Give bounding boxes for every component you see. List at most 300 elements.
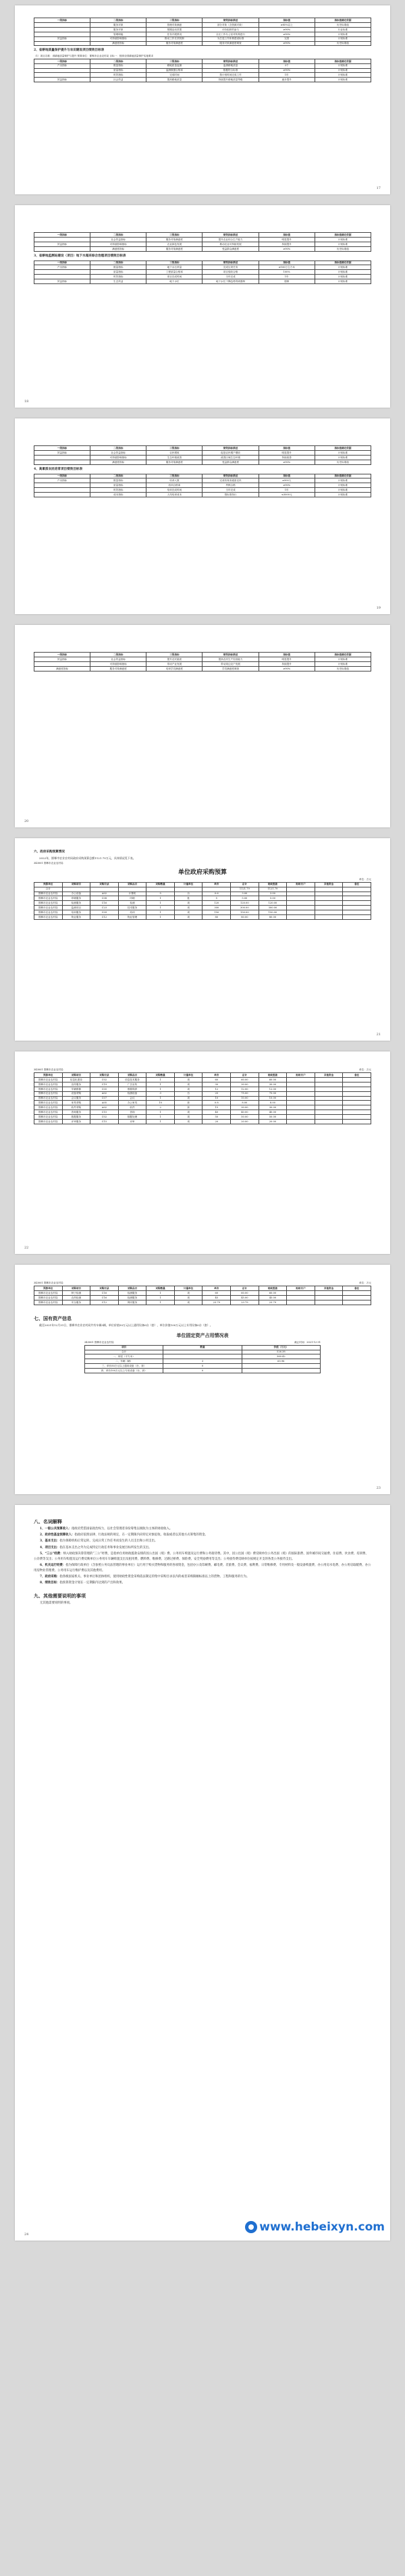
table-cell: 计算机 [118, 892, 146, 896]
table-cell [343, 906, 371, 910]
table-cell: 印刷服务 [62, 896, 90, 901]
table-cell: 30.00 [259, 1105, 287, 1110]
page-number: 18 [24, 400, 29, 404]
definitions-list [34, 1527, 371, 1586]
table-cell [315, 896, 343, 901]
table-cell: 培训服务 [62, 910, 90, 915]
column-header: 指标值 [259, 653, 315, 657]
table-cell: 时效指标 [90, 275, 146, 279]
table-cell: 45 [202, 1295, 231, 1300]
table-cell [202, 887, 231, 892]
table-cell: 15 [202, 1105, 231, 1110]
column-header: 采购目录 [90, 1286, 119, 1291]
definition-text: 指为保障行政单位（含参照公务员法管理的事业单位）运行用于购买货物和服务的各项资金，包括办公及印刷费、邮电费、差旅费、会议费、福利费、日常维修费、专用材料及一般设备购置费、办公用房水电费、办公用房取暖费、办公用房物业管理费、公务用车运行维护费以及其他费用。 [34, 1564, 371, 1573]
column-header: 一级指标 [34, 474, 90, 478]
column-header: 财政专户 [287, 882, 315, 887]
definition-item [34, 1574, 371, 1580]
table-cell: 8.00 [231, 1101, 259, 1105]
column-header: 总计 [231, 1073, 259, 1078]
table-cell: 10 [146, 1101, 175, 1105]
table-cell: C16 [90, 1295, 119, 1300]
table-cell: 可持续影响指标 [90, 36, 146, 41]
table-cell: 项 [174, 1300, 202, 1305]
table-cell: 办公家具 [118, 1101, 146, 1105]
table-cell [343, 1115, 371, 1120]
table-cell [287, 1110, 315, 1115]
table-cell: 保安服务 [118, 1300, 146, 1305]
table-row [34, 27, 371, 32]
table-cell [287, 1096, 315, 1101]
table-cell: 1 [146, 910, 175, 915]
page-number: 17 [376, 186, 381, 190]
definition-item [34, 1563, 371, 1574]
table-row [34, 483, 371, 488]
column-header: 总计 [231, 1286, 259, 1291]
performance-table-b [34, 59, 371, 83]
document-page-17 [15, 5, 390, 194]
table-cell: 为打造工作体系建设标准 [202, 36, 259, 41]
column-header: 指标值 [259, 474, 315, 478]
table-cell: 质量指标 [90, 270, 146, 275]
table-cell: 质量指标 [90, 483, 146, 488]
table-cell: 邯郸市农业农村局 [34, 1082, 63, 1087]
table-cell: 效益指标 [34, 242, 90, 246]
table-cell: 150.00 [259, 910, 287, 915]
definition-text: 指政府依照法律、行政法规的规定，在一定期限内向特定对象征收、收取或者以其他方式筹集的资金。 [74, 1533, 208, 1537]
table-cell: 30.00 [231, 1105, 259, 1110]
table-cell [34, 41, 90, 46]
table-cell: 监测耕地质量 [202, 63, 259, 68]
table-cell: 0 [163, 1364, 242, 1369]
column-header: 财政拨款 [259, 1073, 287, 1078]
table-cell [343, 1082, 371, 1087]
table-row [34, 460, 371, 464]
table-cell: 1 [146, 1300, 175, 1305]
table-cell: 1年 [259, 275, 315, 279]
table-title: 单位固定资产占用情况表 [176, 1332, 229, 1338]
table-cell [287, 906, 315, 910]
page-content [34, 1068, 371, 1124]
table-cell: 80.00 [259, 915, 287, 920]
table-cell: 满意度指标 [34, 666, 90, 671]
table-cell: A02 [90, 1091, 119, 1096]
table-row [34, 1290, 371, 1295]
table-cell [242, 1364, 320, 1369]
table-cell: 1 [146, 906, 175, 910]
table-cell: 3 [163, 1359, 242, 1364]
table-cell: 120 [202, 901, 231, 906]
table-cell [34, 483, 90, 488]
definition-text: 指各级国家机关、事业单位和团体组织，使用财政性资金采购依法制定的集中采购目录以内的或者采购限额标准以上的货物、工程和服务的行为。 [59, 1575, 250, 1579]
column-header: 绩效指标描述 [202, 653, 259, 657]
table-cell: 50.00 [231, 1115, 259, 1120]
column-header: 财政拨款 [259, 1286, 287, 1291]
column-header: 单价 [202, 1286, 231, 1291]
column-header: 三级指标 [146, 18, 202, 23]
table-cell: 任务开展情况 [146, 32, 202, 36]
table-cell: 12.00 [259, 1087, 287, 1091]
table-cell [34, 270, 90, 275]
table-cell: 数据服务 [62, 1115, 90, 1120]
definition-item [34, 1527, 371, 1532]
table-cell: 明显提升 [259, 657, 315, 661]
table-cell: 计划标准 [315, 73, 371, 78]
table-cell: 检测 [118, 901, 146, 906]
performance-table-d [34, 261, 371, 285]
column-header: 绩效指标描述 [202, 261, 259, 265]
table-cell [315, 1082, 343, 1087]
column-header: 三级指标 [146, 233, 202, 238]
page-number: 23 [376, 1486, 381, 1490]
table-row [34, 455, 371, 460]
column-header: 指标值确定依据 [315, 653, 371, 657]
table-cell: C02 [90, 1115, 119, 1120]
table-cell: 300 [202, 906, 231, 910]
table-cell [287, 892, 315, 896]
table-cell: 300.00 [231, 906, 259, 910]
table-cell: 种子检测 [62, 1290, 90, 1295]
table-cell: ≥90% [259, 483, 315, 488]
page-number: 24 [24, 2232, 29, 2237]
table-cell [343, 1295, 371, 1300]
table-cell: 套 [174, 1105, 202, 1110]
table-cell [343, 1105, 371, 1110]
table-cell: 受益群众满意度 [202, 246, 259, 251]
table-cell: 计划标准 [315, 661, 371, 666]
table-cell [287, 1077, 315, 1082]
table-header-row [34, 261, 371, 265]
column-header: 计量单位 [174, 882, 202, 887]
table-cell: 软件 [118, 1105, 146, 1110]
table-cell: 300.00 [259, 906, 287, 910]
column-header: 数量 [163, 1345, 242, 1350]
table-cell: 地下水位下降趋势得到遏制 [202, 279, 259, 284]
table-cell [315, 901, 343, 906]
table-cell: 邯郸市农业农村局 [34, 1105, 63, 1110]
column-header: 备注 [343, 1286, 371, 1291]
table-cell [315, 1105, 343, 1110]
table-row [34, 36, 371, 41]
column-header: 采购目录 [90, 1073, 119, 1078]
table-cell: 60.00 [231, 1077, 259, 1082]
table-cell: 培训完成时间 [146, 488, 202, 493]
table-cell [34, 488, 90, 493]
table-cell: 1 [146, 1290, 175, 1295]
column-header: 预算单位 [34, 1286, 63, 1291]
table-header-row [34, 474, 371, 478]
column-header: 一级指标 [34, 653, 90, 657]
table-cell [163, 1354, 242, 1359]
table-cell: 45.00 [259, 1295, 287, 1300]
page-content [34, 232, 371, 284]
table-cell: 5.00 [231, 896, 259, 901]
table-header-row [34, 653, 371, 657]
table-cell: 可持续影响指标 [90, 242, 146, 246]
table-cell: 1121.79 [259, 887, 287, 892]
table-row [34, 265, 371, 270]
column-header: 指标值 [259, 59, 315, 63]
procurement-table-a [34, 882, 371, 920]
column-header: 三级指标 [146, 59, 202, 63]
table-cell: C09 [90, 910, 119, 915]
asset-header-row [84, 1341, 321, 1344]
definition-text: 指在基本支出之外为完成特定行政任务和事业发展目标所发生的支出。 [59, 1545, 152, 1550]
table-cell: 150 [202, 910, 231, 915]
table-cell: 计划标准 [315, 265, 371, 270]
table-cell [287, 901, 315, 906]
table-cell: 持续提升 [259, 242, 315, 246]
table-cell: 合计 [34, 887, 63, 892]
table-header-row [34, 1073, 371, 1078]
performance-table-c [34, 232, 371, 252]
definition-item [34, 1533, 371, 1538]
table-cell [287, 896, 315, 901]
column-header: 指标值 [259, 18, 315, 23]
table-cell: 65.96 [242, 1359, 320, 1364]
table-cell: 邯郸市农业农村局 [34, 1290, 63, 1295]
table-cell: 数据处理 [118, 1115, 146, 1120]
column-header: 二级指标 [90, 233, 146, 238]
unit-code: 343001 邯郸市农业农村局 [34, 1282, 63, 1284]
definition-item [34, 1581, 371, 1586]
column-header: 二级指标 [90, 474, 146, 478]
table-cell [287, 1295, 315, 1300]
page-content [34, 652, 371, 672]
section-heading: 2、省耕地质量保护提升与农田建设项目绩效目标表 [34, 49, 105, 53]
table-cell: 1年 [259, 488, 315, 493]
section-paragraph: 截至2021年12月31日，邯郸市农业农村局共有车辆3辆，单位价值50万元以上通用设备0台（套），单位价值100万元以上专用设备0台（套）。 [39, 1323, 213, 1327]
table-cell: 服务对象满意度 [146, 460, 202, 464]
asset-table [84, 1345, 321, 1373]
table-cell: 印刷 [118, 896, 146, 901]
definition-term: 2、政府性基金预算收入： [40, 1533, 75, 1537]
section-heading: 4、高素质农民培育项目绩效目标表 [34, 467, 83, 471]
document-page-22 [15, 1051, 390, 1254]
table-cell: 历史标准值 [315, 41, 371, 46]
procurement-table-c [34, 1286, 371, 1305]
column-header: 财政拨款 [259, 882, 287, 887]
table-cell: ≥90% [259, 460, 315, 464]
table-cell [34, 27, 90, 32]
table-cell [287, 915, 315, 920]
table-cell: 计划标准 [315, 488, 371, 493]
column-header: 绩效指标描述 [202, 59, 259, 63]
table-cell: 数量指标 [90, 63, 146, 68]
column-header: 价值（万元） [242, 1345, 320, 1350]
table-cell [343, 1120, 371, 1124]
table-cell: 10.00 [231, 1096, 259, 1101]
column-header: 采购品目 [118, 1286, 146, 1291]
table-header-row [85, 1345, 321, 1350]
table-cell: 服务对象满意度 [90, 666, 146, 671]
table-cell: 遏制 [259, 279, 315, 284]
table-cell: 项 [174, 1120, 202, 1124]
table-cell: C15 [90, 1120, 119, 1124]
table-cell: 质量指标 [90, 68, 146, 73]
table-row [34, 279, 371, 284]
table-row [34, 892, 371, 896]
table-cell [287, 1091, 315, 1096]
table-cell: 75.00 [259, 1091, 287, 1096]
table-cell: 计划标准 [315, 478, 371, 483]
table-cell: 完成压采任务 [202, 265, 259, 270]
table-cell: 计划标准 [315, 483, 371, 488]
table-cell [118, 887, 146, 892]
table-cell [90, 887, 119, 892]
table-cell [343, 896, 371, 901]
table-row [34, 242, 371, 246]
table-cell [34, 32, 90, 36]
table-cell: 邯郸市农业农村局 [34, 910, 63, 915]
table-cell: 检测服务 [118, 1290, 146, 1295]
table-cell: 按计划时间完成工作 [202, 73, 259, 78]
table-cell: 三、单价50万元以上通用设备（台，套） [85, 1364, 163, 1369]
table-cell: 30.00 [231, 1082, 259, 1087]
column-header: 计量单位 [174, 1073, 202, 1078]
table-cell: 项 [174, 901, 202, 906]
table-cell: 受益群众满意度 [202, 460, 259, 464]
table-cell: 23.79 [202, 1300, 231, 1305]
table-cell: 1 [146, 901, 175, 906]
table-cell: 3 [146, 1091, 175, 1096]
page-content [34, 1514, 371, 1607]
table-cell: 邯郸市农业农村局 [34, 1087, 63, 1091]
column-header: 二级指标 [90, 446, 146, 451]
table-cell: ≥90% [259, 246, 315, 251]
table-cell: 明显提升 [259, 237, 315, 242]
table-cell: 20 [202, 1120, 231, 1124]
page-number: 21 [376, 1033, 381, 1037]
table-cell: 项目完成时间 [146, 275, 202, 279]
table-row [34, 915, 371, 920]
table-cell [343, 1101, 371, 1105]
table-cell: 5.00 [259, 896, 287, 901]
table-cell: 40.00 [259, 1110, 287, 1115]
table-row [34, 32, 371, 36]
table-cell: A05 [90, 1101, 119, 1105]
definition-text: 指预算资金计划在一定期限内达到的产出和效果。 [59, 1581, 126, 1585]
table-row [34, 666, 371, 671]
table-cell: 时效指标 [90, 73, 146, 78]
column-header: 预算单位 [34, 882, 63, 887]
table-cell: 宣传服务 [62, 1082, 90, 1087]
asset-row [85, 1354, 321, 1359]
table-row [34, 63, 371, 68]
table-cell: 一、房屋（平方米） [85, 1354, 163, 1359]
table-cell: 计划标准 [315, 275, 371, 279]
column-header: 三级指标 [146, 446, 202, 451]
table-cell [343, 1077, 371, 1082]
table-header-row [34, 862, 371, 865]
table-cell: 2 [146, 1105, 175, 1110]
column-header: 项目 [85, 1345, 163, 1350]
column-header: 采购项目 [62, 1286, 90, 1291]
table-cell: 四、单价100万元以上专用设备（台，套） [85, 1369, 163, 1373]
table-cell: 服务对象满意度 [146, 237, 202, 242]
page-content [34, 1281, 371, 1373]
table-cell: 计划标准 [315, 242, 371, 246]
column-header: 采购项目 [62, 882, 90, 887]
table-cell: 75.00 [231, 1091, 259, 1096]
table-cell: 项 [174, 906, 202, 910]
definition-item [34, 1539, 371, 1544]
table-cell [34, 68, 90, 73]
table-cell: 1 [146, 915, 175, 920]
table-cell: 120.00 [259, 901, 287, 906]
table-cell: 会议 [118, 1096, 146, 1101]
column-header: 采购品目 [118, 1073, 146, 1078]
table-row [34, 1295, 371, 1300]
table-cell: 项 [174, 1082, 202, 1087]
table-cell [343, 1096, 371, 1101]
table-cell: 服务对象 [90, 27, 146, 32]
table-cell: C23 [90, 906, 119, 910]
table-cell: 60.00 [259, 1077, 287, 1082]
table-cell [343, 887, 371, 892]
table-cell: 10.00 [259, 1096, 287, 1101]
column-header: 绩效指标描述 [202, 18, 259, 23]
table-cell [34, 237, 90, 242]
table-cell [343, 1300, 371, 1305]
table-row [34, 1101, 371, 1105]
definition-text: 指政府凭借国家政治权力，以社会管理者身份筹集以税收为主体的财政收入。 [71, 1527, 173, 1531]
table-cell: 咨询服务 [62, 1110, 90, 1115]
table-meta: （1）项目名称：省耕地质量保护与提升 预算单位：邯郸市农业农村局 目标一：按照全国耕地质量保护实施要求 [34, 55, 154, 58]
table-cell: 计划标准 [315, 78, 371, 82]
table-cell: 服务对象 [90, 22, 146, 27]
table-cell: 计划标准 [315, 237, 371, 242]
section-heading: 3、省耕地监测站建设（项目）地下水超采综合治理项目绩效目标表 [34, 254, 126, 258]
table-cell: 23.79 [231, 1300, 259, 1305]
table-cell: 服务对象满意度调查 [202, 41, 259, 46]
other-matters-text: 无其他需要说明的事项。 [40, 1601, 73, 1605]
section-paragraph: 2022年，邯郸市农业农村局政府采购预算总额1121.79万元，具体情况见下表。 [39, 856, 136, 860]
table-cell: 邯郸市农业农村局 [34, 1120, 63, 1124]
table-cell [315, 1300, 343, 1305]
table-cell [174, 887, 202, 892]
table-cell [34, 460, 90, 464]
table-cell: 25 [202, 1091, 231, 1096]
table-cell: 生态环境改善 [146, 455, 202, 460]
unit-label: 单位：万元 [359, 877, 371, 881]
table-row [34, 896, 371, 901]
table-cell: ≥90% [259, 41, 315, 46]
table-cell: 效益指标 [34, 450, 90, 455]
table-cell: 检测服务 [118, 1295, 146, 1300]
table-cell [34, 493, 90, 497]
table-cell: 培训 [118, 910, 146, 915]
table-cell [343, 1290, 371, 1295]
table-cell: 服务对象满意度 [146, 246, 202, 251]
table-cell: 邯郸市农业农村局 [34, 901, 63, 906]
table-cell: 邯郸市农业农村局 [34, 1091, 63, 1096]
table-cell: 数量指标 [90, 265, 146, 270]
table-cell: 效益指标 [34, 36, 90, 41]
page-content [34, 848, 371, 920]
unit-code: 343001 邯郸市农业农村局 [34, 1068, 63, 1071]
table-cell: 会议服务 [62, 1096, 90, 1101]
table-cell: 0.8 [202, 1101, 231, 1105]
table-cell: 满意度指标 [90, 246, 146, 251]
table-cell: 1年 [259, 73, 315, 78]
document-page-21 [15, 838, 390, 1041]
table-cell: 5 [146, 892, 175, 896]
column-header: 指标值 [259, 261, 315, 265]
table-cell: 30 [202, 1082, 231, 1087]
table-cell: 耕地质量监测 [146, 63, 202, 68]
table-cell: 当年完成 [202, 488, 259, 493]
table-row [34, 910, 371, 915]
